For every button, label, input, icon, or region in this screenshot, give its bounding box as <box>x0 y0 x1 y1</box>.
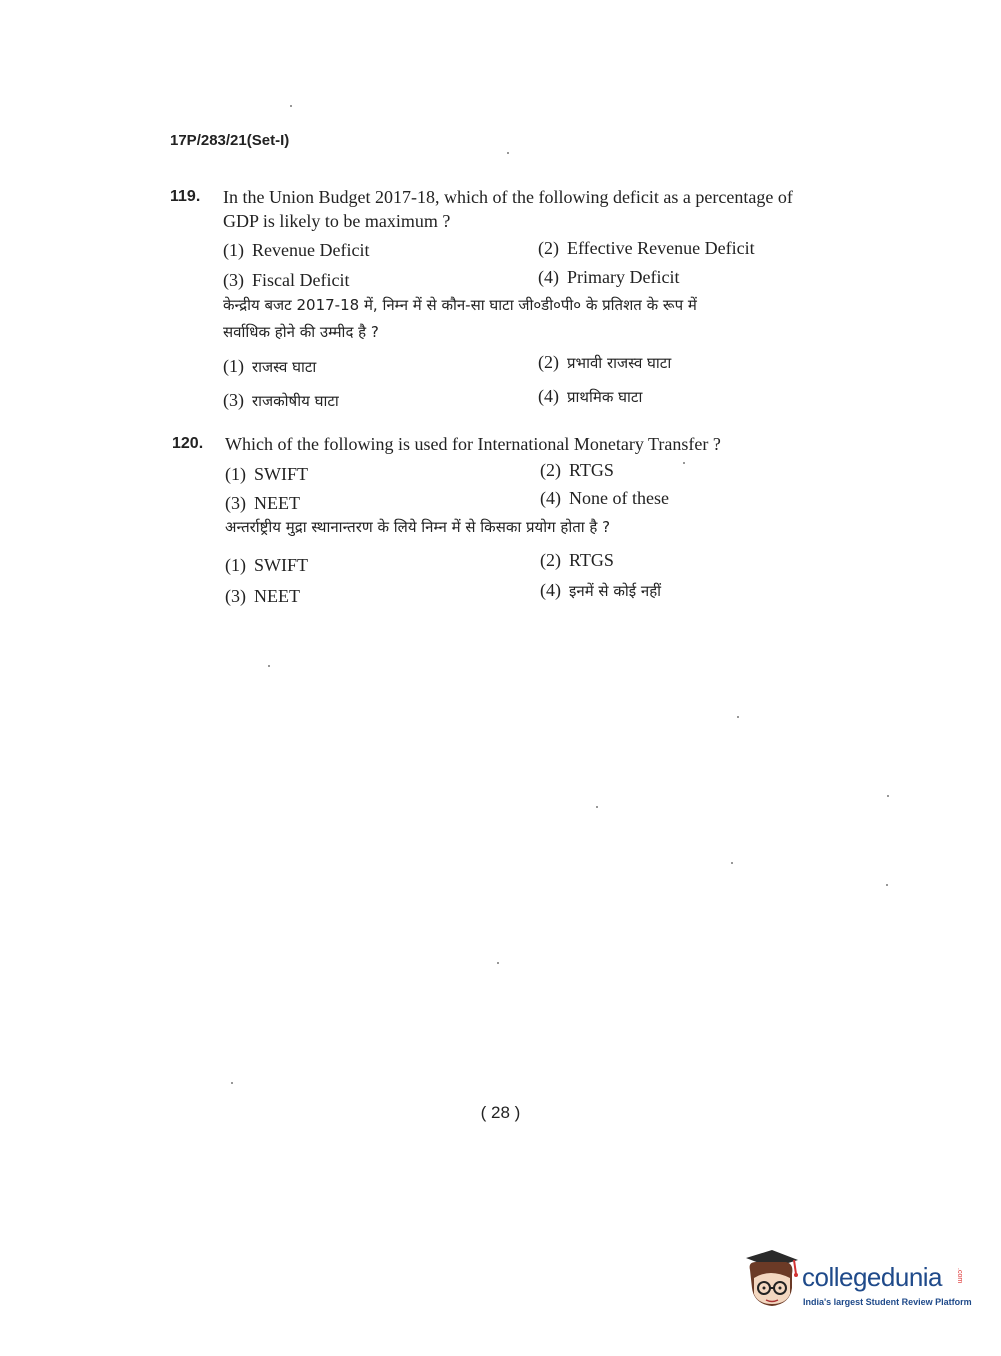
scan-speck <box>231 1082 233 1084</box>
brand-tagline: India's largest Student Review Platform <box>803 1297 972 1307</box>
option-3-hindi: (3) NEET <box>225 586 300 606</box>
brand-domain: .com <box>956 1268 963 1284</box>
option-2: (2) Effective Revenue Deficit <box>538 238 755 258</box>
option-4-hindi: (4) इनमें से कोई नहीं <box>540 580 662 600</box>
option-1: (1) SWIFT <box>225 464 308 484</box>
question-text-line: In the Union Budget 2017-18, which of the following deficit as a percentage of <box>223 187 793 207</box>
paper-code: 17P/283/21(Set-I) <box>170 132 290 149</box>
page-number: ( 28 ) <box>480 1103 521 1122</box>
scan-speck <box>886 884 888 886</box>
option-3: (3) Fiscal Deficit <box>223 270 350 290</box>
option-3-hindi: (3) राजकोषीय घाटा <box>223 390 339 410</box>
option-3: (3) NEET <box>225 493 300 513</box>
question-text-line: Which of the following is used for International Monetary Transfer ? <box>225 434 721 454</box>
collegedunia-logo <box>742 1248 972 1318</box>
option-2-hindi: (2) RTGS <box>540 550 614 570</box>
option-4: (4) Primary Deficit <box>538 267 680 287</box>
option-1-hindi: (1) SWIFT <box>225 555 308 575</box>
question-text-hindi-line: सर्वाधिक होने की उम्मीद है ? <box>223 323 379 341</box>
scan-speck <box>268 665 270 667</box>
scan-speck <box>497 962 499 964</box>
brand-name: collegedunia <box>802 1262 943 1292</box>
question-number: 119. <box>170 188 201 205</box>
scan-speck <box>507 152 509 154</box>
scan-speck <box>731 862 733 864</box>
option-4: (4) None of these <box>540 488 669 508</box>
scan-speck <box>683 462 685 464</box>
option-1-hindi: (1) राजस्व घाटा <box>223 356 317 376</box>
scan-speck <box>737 716 739 718</box>
question-text-hindi-line: केन्द्रीय बजट 2017-18 में, निम्न में से कौन-सा घाटा जी०डी०पी० के प्रतिशत के रूप में <box>223 296 697 314</box>
question-text-line: GDP is likely to be maximum ? <box>223 211 451 231</box>
scan-speck <box>596 806 598 808</box>
question-text-hindi-line: अन्तर्राष्ट्रीय मुद्रा स्थानान्तरण के लिये निम्न में से किसका प्रयोग होता है ? <box>225 518 611 536</box>
option-2: (2) RTGS <box>540 460 614 480</box>
scan-speck <box>290 105 292 107</box>
scan-speck <box>887 795 889 797</box>
option-1: (1) Revenue Deficit <box>223 240 370 260</box>
option-2-hindi: (2) प्रभावी राजस्व घाटा <box>538 352 672 372</box>
question-number: 120. <box>172 435 204 452</box>
option-4-hindi: (4) प्राथमिक घाटा <box>538 386 643 406</box>
student-mascot-icon <box>742 1248 798 1312</box>
